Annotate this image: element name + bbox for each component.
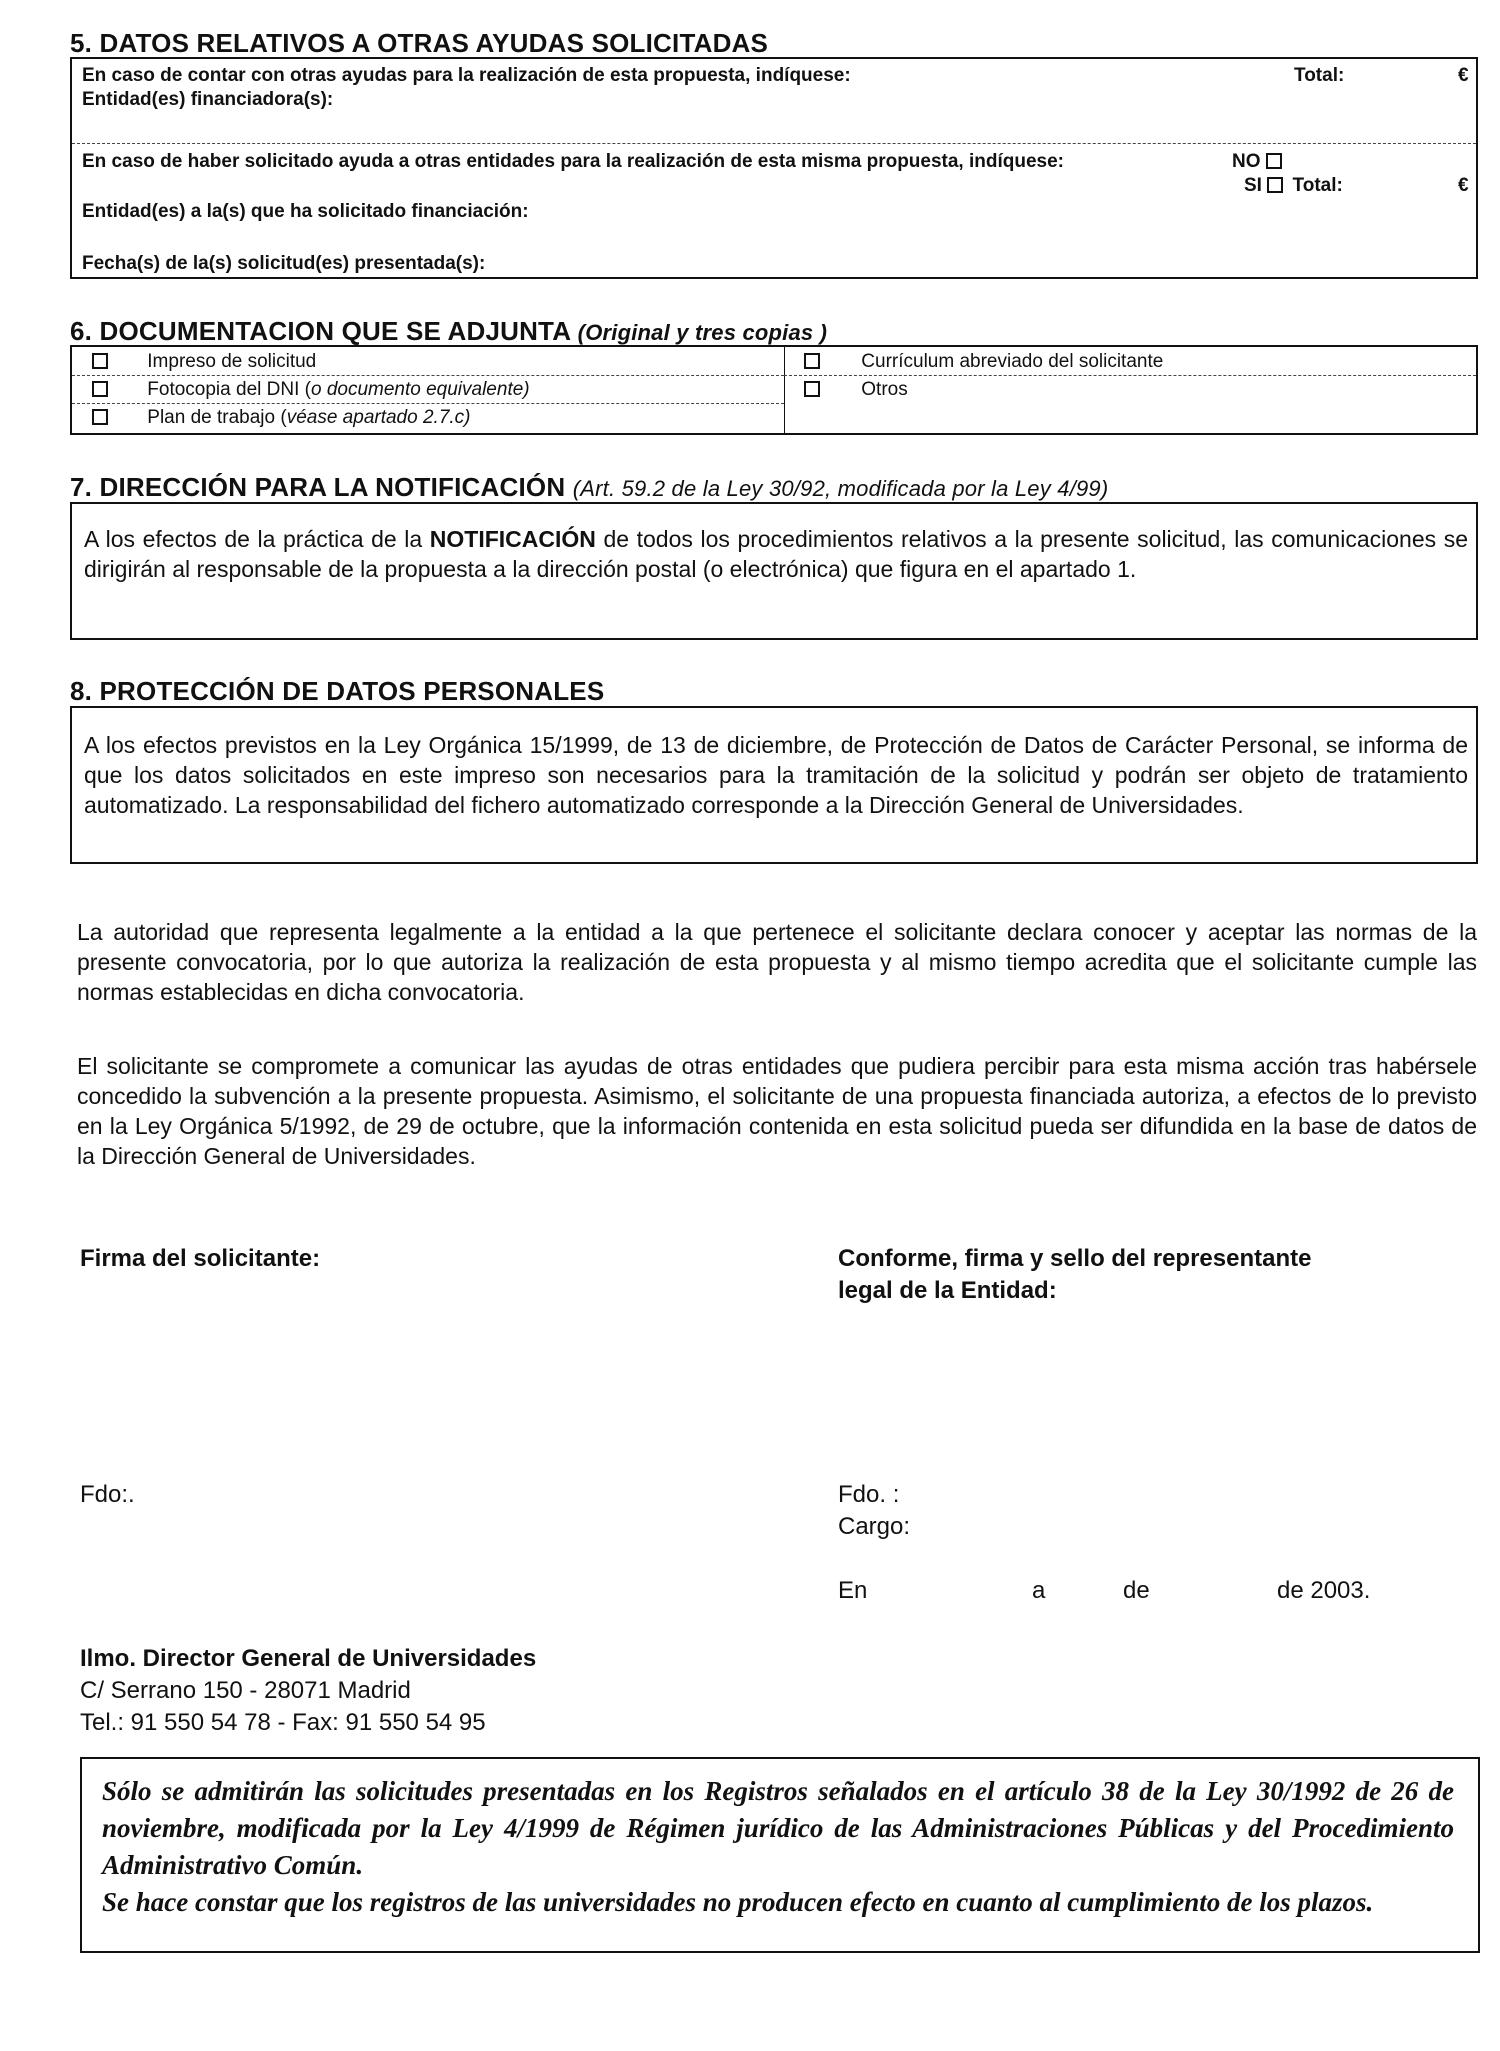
notice-text bbox=[102, 1773, 1454, 1921]
notice-registers: Sólo se admitirán las solicitudes presentadas en los Registros señalados en el artículo 38 de la Ley 30/1992 de 26 de noviembre, modificada por la Ley 4/1999 de Régimen jurídico de las Administraciones Públicas y del Procedimiento Administrativo Común. bbox=[102, 1776, 1454, 1880]
doc-checkbox[interactable] bbox=[804, 353, 820, 369]
divider bbox=[72, 143, 1476, 144]
doc-label: Otros bbox=[861, 379, 908, 400]
notification-text-a: A los efectos de la práctica de la bbox=[84, 526, 430, 552]
doc-item-dni[interactable] bbox=[92, 379, 530, 401]
doc-label: Impreso de solicitud bbox=[147, 351, 317, 372]
doc-checkbox[interactable] bbox=[92, 409, 108, 425]
si-checkbox[interactable] bbox=[1267, 177, 1283, 193]
representative-fdo-label: Fdo. : bbox=[838, 1481, 900, 1508]
section-8-box bbox=[70, 706, 1478, 864]
doc-label: Plan de trabajo ( bbox=[147, 407, 287, 428]
requested-entities-label: Entidad(es) a la(s) que ha solicitado financiación: bbox=[82, 201, 529, 222]
doc-label: Fotocopia del DNI ( bbox=[147, 379, 311, 400]
doc-label: Currículum abreviado del solicitante bbox=[861, 351, 1164, 372]
doc-note: véase apartado 2.7.c) bbox=[286, 407, 471, 428]
doc-note: o documento equivalente) bbox=[310, 379, 530, 400]
no-checkbox[interactable] bbox=[1266, 153, 1282, 169]
doc-checkbox[interactable] bbox=[92, 381, 108, 397]
recipient-street: C/ Serrano 150 - 28071 Madrid bbox=[80, 1677, 411, 1704]
doc-item-solicitud[interactable] bbox=[92, 351, 316, 373]
no-label: NO bbox=[1232, 151, 1261, 172]
other-aid-line: En caso de contar con otras ayudas para la realización de esta propuesta, indíquese: bbox=[82, 65, 851, 86]
section-5-title: 5. DATOS RELATIVOS A OTRAS AYUDAS SOLICITADAS bbox=[70, 28, 769, 58]
data-protection-text: A los efectos previstos en la Ley Orgánica 15/1999, de 13 de diciembre, de Protección de Datos de Carácter Personal, se informa de que los datos solicitados en este impreso son necesarios para la tramitación de la solicitud y podrán ser objeto de tratamiento automatizado. La responsabilidad del fichero automatizado corresponde a la Dirección General de Universidades. bbox=[84, 732, 1468, 818]
divider bbox=[72, 375, 784, 376]
section-7-subtitle: (Art. 59.2 de la Ley 30/92, modificada por la Ley 4/99) bbox=[572, 476, 1109, 501]
place-de-label: de bbox=[1123, 1577, 1150, 1604]
section-6-subtitle: (Original y tres copias ) bbox=[577, 320, 828, 345]
doc-item-plan[interactable] bbox=[92, 407, 471, 429]
notification-text-b: de todos los procedimientos relativos a la presente solicitud, las comunicaciones se dirigirán al responsable de la propuesta a la dirección postal (o electrónica) que figura en el apartado 1. bbox=[84, 526, 1468, 582]
notification-text bbox=[84, 524, 1468, 584]
request-dates-label: Fecha(s) de la(s) solicitud(es) presentada(s): bbox=[82, 253, 486, 274]
representative-signature-title bbox=[838, 1243, 1311, 1307]
place-en-label: En bbox=[838, 1577, 868, 1604]
applicant-commitment: El solicitante se compromete a comunicar las ayudas de otras entidades que pudiera percibir para esta misma acción tras habérsele concedido la subvención a la presente propuesta. Asimismo, el solicitante de una propuesta financiada autoriza, a efectos de lo previsto en la Ley Orgánica 5/1992, de 29 de octubre, que la información contenida en esta solicitud pueda ser difundida en la base de datos de la Dirección General de Universidades. bbox=[77, 1053, 1477, 1169]
divider bbox=[784, 347, 785, 433]
applicant-fdo-label: Fdo:. bbox=[80, 1481, 135, 1508]
section-6-title-text: 6. DOCUMENTACION QUE SE ADJUNTA bbox=[70, 316, 571, 346]
recipient-name: Ilmo. Director General de Universidades bbox=[80, 1645, 537, 1672]
doc-checkbox[interactable] bbox=[92, 353, 108, 369]
recipient-address bbox=[80, 1643, 536, 1739]
section-7-title-text: 7. DIRECCIÓN PARA LA NOTIFICACIÓN bbox=[70, 472, 566, 502]
no-option[interactable] bbox=[1232, 151, 1282, 173]
requested-aid-line: En caso de haber solicitado ayuda a otras entidades para la realización de esta misma propuesta, indíquese: bbox=[82, 151, 1064, 172]
recipient-phone: Tel.: 91 550 54 78 - Fax: 91 550 54 95 bbox=[80, 1709, 486, 1736]
notice-deadlines: Se hace constar que los registros de las universidades no producen efecto en cuanto al cumplimiento de los plazos. bbox=[102, 1887, 1374, 1917]
divider bbox=[784, 375, 1476, 376]
si-option[interactable] bbox=[1244, 175, 1343, 197]
authority-declaration: La autoridad que representa legalmente a la entidad a la que pertenece el solicitante declara conocer y aceptar las normas de la presente convocatoria, por lo que autoriza la realización de esta propuesta y al mismo tiempo acredita que el solicitante cumple las normas establecidas en dicha convocatoria. bbox=[77, 919, 1477, 1005]
place-a-label: a bbox=[1032, 1577, 1046, 1604]
representative-title-line-1: Conforme, firma y sello del representante bbox=[838, 1245, 1312, 1272]
section-7-title bbox=[70, 472, 1108, 503]
doc-item-curriculum[interactable] bbox=[804, 351, 1163, 373]
section-7-box bbox=[70, 502, 1478, 640]
total-label: Total: bbox=[1292, 175, 1343, 196]
date-year-label: de 2003. bbox=[1277, 1577, 1371, 1604]
euro-sign: € bbox=[1458, 65, 1469, 86]
total-label: Total: bbox=[1294, 65, 1345, 86]
euro-sign: € bbox=[1458, 175, 1469, 196]
representative-title-line-2: legal de la Entidad: bbox=[838, 1277, 1057, 1304]
notification-keyword: NOTIFICACIÓN bbox=[429, 526, 596, 552]
applicant-signature-title: Firma del solicitante: bbox=[80, 1245, 321, 1272]
representative-cargo-label: Cargo: bbox=[838, 1513, 911, 1540]
si-label: SI bbox=[1244, 175, 1262, 196]
section-5-box bbox=[70, 57, 1478, 279]
doc-checkbox[interactable] bbox=[804, 381, 820, 397]
divider bbox=[72, 403, 784, 404]
section-6-box bbox=[70, 345, 1478, 435]
section-8-title: 8. PROTECCIÓN DE DATOS PERSONALES bbox=[70, 676, 605, 706]
notice-box bbox=[80, 1757, 1480, 1953]
doc-item-otros[interactable] bbox=[804, 379, 908, 401]
section-6-title bbox=[70, 316, 827, 347]
funding-entities-label: Entidad(es) financiadora(s): bbox=[82, 89, 334, 110]
